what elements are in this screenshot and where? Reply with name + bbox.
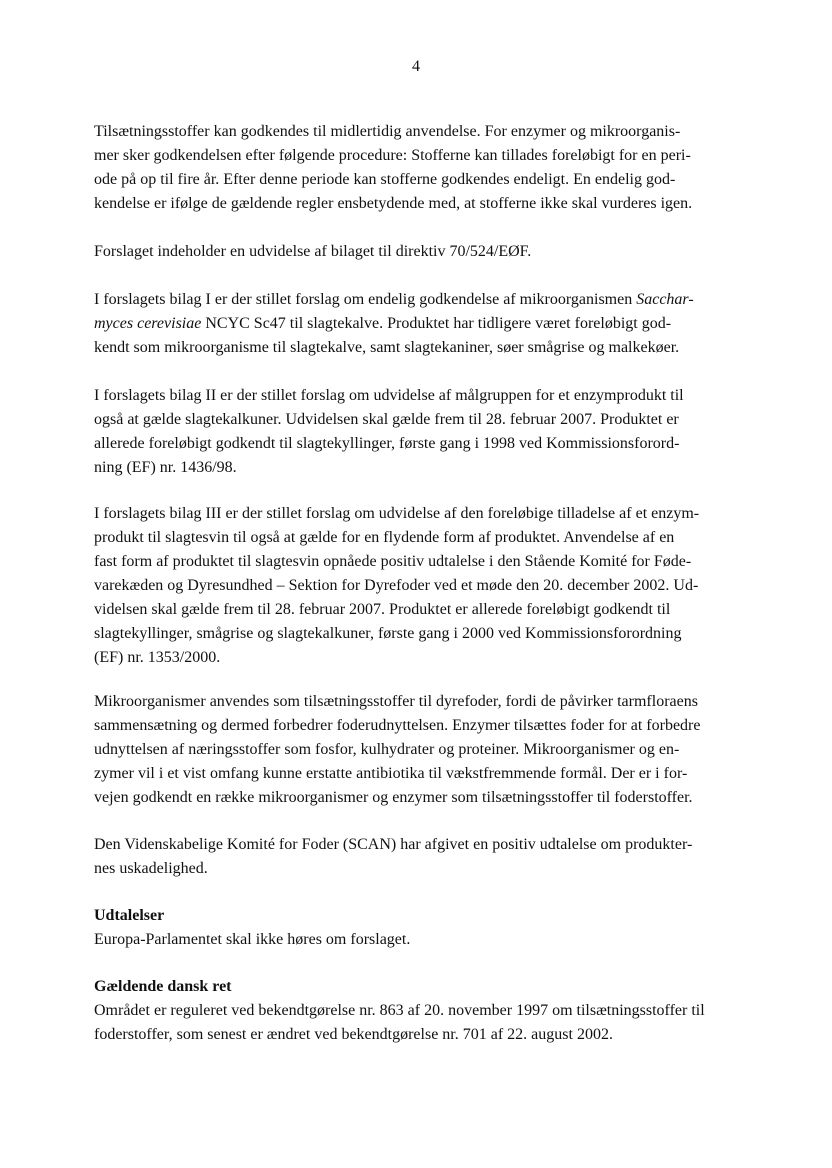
paragraph-provisional-approval — [94, 120, 744, 216]
text-run: I forslagets bilag I er der stillet forslag om endelig godkendelse af mikroorganismen — [94, 291, 637, 308]
text-line: Området er reguleret ved bekendtgørelse nr. 863 af 20. november 1997 om tilsætningsstoffer til — [94, 1002, 705, 1019]
text-line: I forslagets bilag II er der stillet forslag om udvidelse af målgruppen for et enzymprodukt til — [94, 387, 684, 404]
text-line: også at gælde slagtekalkuner. Udvidelsen skal gælde frem til 28. februar 2007. Produktet er — [94, 411, 679, 428]
section-gaeldende-dansk-ret — [94, 975, 744, 1047]
text-line: mer sker godkendelsen efter følgende procedure: Stofferne kan tillades foreløbigt for en peri- — [94, 147, 691, 164]
text-line: zymer vil i et vist omfang kunne erstatte antibiotika til vækstfremmende formål. Der er i for- — [94, 765, 688, 782]
text-run: NCYC Sc47 til slagtekalve. Produktet har tidligere været foreløbigt god- — [201, 315, 672, 332]
text-line: sammensætning og dermed forbedrer foderudnyttelsen. Enzymer tilsættes foder for at forbedre — [94, 717, 701, 734]
text-line: (EF) nr. 1353/2000. — [94, 649, 221, 666]
paragraph-proposal-summary — [94, 240, 744, 264]
text-line: varekæden og Dyresundhed – Sektion for Dyrefoder ved et møde den 20. december 2002. Ud- — [94, 577, 699, 594]
text-line: Europa-Parlamentet skal ikke høres om forslaget. — [94, 931, 411, 948]
paragraph-annex-i — [94, 288, 744, 360]
text-line: allerede foreløbigt godkendt til slagtekyllinger, første gang i 1998 ved Kommissionsforord- — [94, 435, 680, 452]
text-line: fast form af produktet til slagtesvin opnåede positiv udtalelse i den Stående Komité for Føde- — [94, 553, 692, 570]
text-line: Tilsætningsstoffer kan godkendes til midlertidig anvendelse. For enzymer og mikroorganis- — [94, 123, 681, 140]
text-line: foderstoffer, som senest er ændret ved bekendtgørelse nr. 701 af 22. august 2002. — [94, 1026, 613, 1043]
text-line: ode på op til fire år. Efter denne periode kan stofferne godkendes endeligt. En endelig god- — [94, 171, 676, 188]
paragraph-annex-iii — [94, 502, 744, 670]
text-line — [94, 288, 744, 312]
text-line: Forslaget indeholder en udvidelse af bilaget til direktiv 70/524/EØF. — [94, 243, 532, 260]
section-udtalelser — [94, 904, 744, 952]
text-line: Den Videnskabelige Komité for Foder (SCAN) har afgivet en positiv udtalelse om produkter- — [94, 836, 693, 853]
species-name-italic: Sacchar- — [636, 291, 694, 308]
section-heading: Udtalelser — [94, 907, 165, 924]
section-heading: Gældende dansk ret — [94, 978, 232, 995]
species-name-italic: myces cerevisiae — [94, 315, 202, 332]
paragraph-annex-ii — [94, 384, 744, 480]
text-line — [94, 312, 744, 336]
text-line: udnyttelsen af næringsstoffer som fosfor, kulhydrater og proteiner. Mikroorganismer og en- — [94, 741, 680, 758]
text-line: slagtekyllinger, smågrise og slagtekalkuner, første gang i 2000 ved Kommissionsforordning — [94, 625, 682, 642]
paragraph-microorganisms-use — [94, 690, 744, 810]
text-line: produkt til slagtesvin til også at gælde for en flydende form af produktet. Anvendelse af en — [94, 529, 675, 546]
text-line: kendt som mikroorganisme til slagtekalve, samt slagtekaniner, søer smågrise og malkekøer. — [94, 339, 680, 356]
page-number: 4 — [412, 58, 420, 75]
paragraph-scan-opinion — [94, 833, 744, 881]
text-line: nes uskadelighed. — [94, 860, 208, 877]
text-line: vejen godkendt en række mikroorganismer og enzymer som tilsætningsstoffer til foderstoffer. — [94, 789, 693, 806]
text-line: ning (EF) nr. 1436/98. — [94, 459, 237, 476]
text-line: videlsen skal gælde frem til 28. februar 2007. Produktet er allerede foreløbigt godkendt til — [94, 601, 671, 618]
text-line: I forslagets bilag III er der stillet forslag om udvidelse af den foreløbige tilladelse af et enzym- — [94, 505, 700, 522]
text-line: kendelse er ifølge de gældende regler ensbetydende med, at stofferne ikke skal vurderes igen. — [94, 195, 693, 212]
text-line: Mikroorganismer anvendes som tilsætningsstoffer til dyrefoder, fordi de påvirker tarmfloraens — [94, 693, 698, 710]
